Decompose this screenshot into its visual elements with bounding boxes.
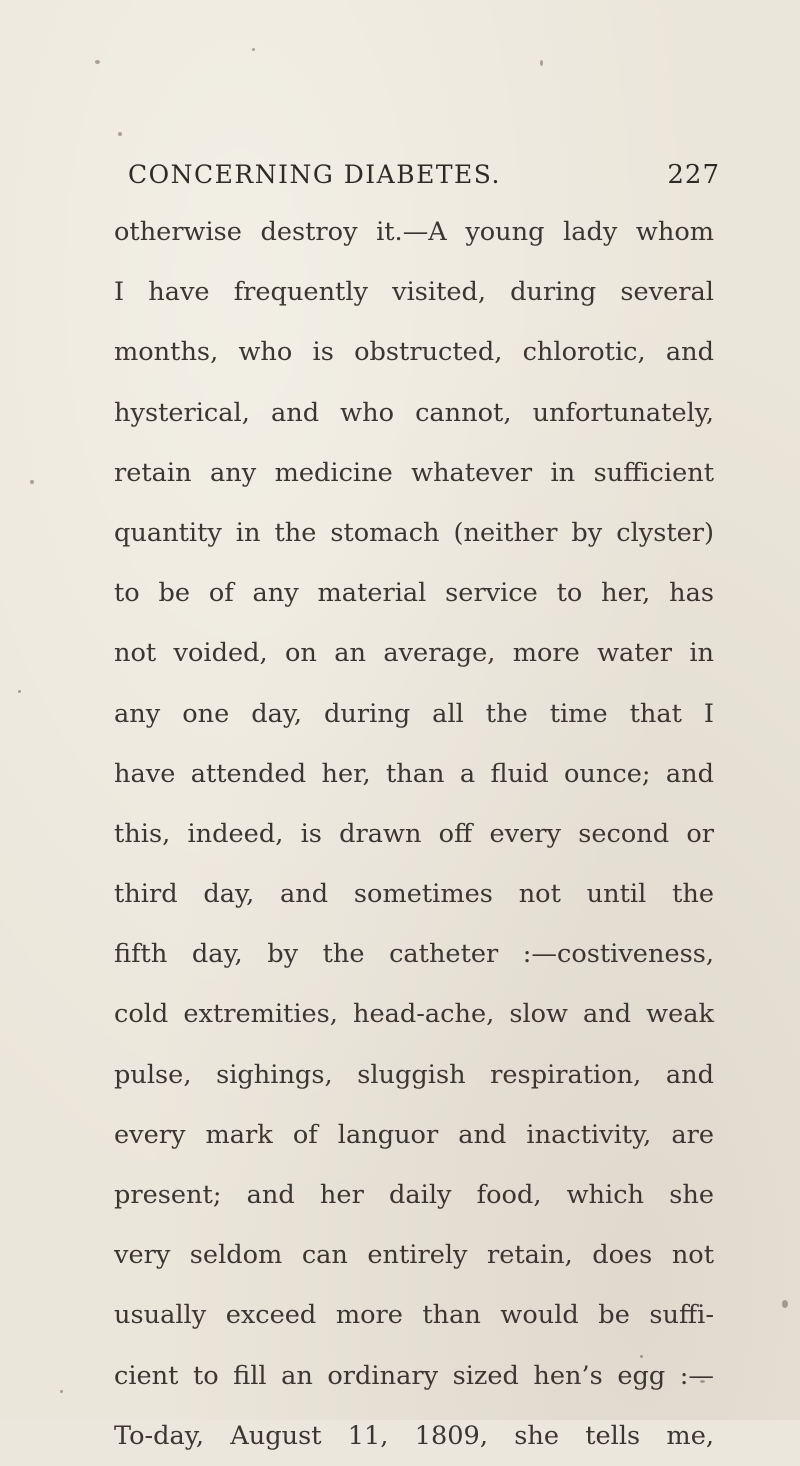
- text-line: To-day, August 11, 1809, she tells me,: [114, 1420, 714, 1451]
- page-number: 227: [667, 160, 720, 190]
- paper-speck: [60, 1390, 63, 1393]
- text-line: this, indeed, is drawn off every second or: [114, 818, 714, 849]
- text-line: pulse, sighings, sluggish respiration, and: [114, 1059, 714, 1090]
- text-line: every mark of languor and inactivity, are: [114, 1119, 714, 1150]
- paper-speck: [540, 60, 543, 66]
- text-line: third day, and sometimes not until the: [114, 879, 714, 910]
- text-line: present; and her daily food, which she: [114, 1180, 714, 1210]
- paper-speck: [30, 480, 34, 484]
- text-line: usually exceed more than would be suffi-: [114, 1300, 714, 1331]
- text-line: months, who is obstructed, chlorotic, and: [114, 337, 714, 368]
- text-line: very seldom can entirely retain, does not: [114, 1240, 714, 1271]
- text-line: hysterical, and who cannot, unfortunately,: [114, 397, 714, 428]
- paper-speck: [95, 60, 100, 64]
- running-head-title: CONCERNING DIABETES.: [128, 160, 501, 189]
- text-line: I have frequently visited, during several: [114, 277, 714, 308]
- paper-speck: [252, 48, 255, 51]
- text-line: otherwise destroy it.—A young lady whom: [114, 217, 714, 247]
- text-line: not voided, on an average, more water in: [114, 638, 714, 669]
- paper-speck: [18, 690, 21, 693]
- text-line: retain any medicine whatever in sufficient: [114, 457, 714, 488]
- running-head: [128, 160, 720, 200]
- text-line: have attended her, than a fluid ounce; and: [114, 758, 714, 789]
- text-line: quantity in the stomach (neither by clyster): [114, 517, 714, 548]
- text-line: any one day, during all the time that I: [114, 698, 714, 729]
- paper-speck: [782, 1300, 788, 1308]
- text-line: fifth day, by the catheter :—costiveness,: [114, 939, 714, 970]
- text-line: cold extremities, head-ache, slow and weak: [114, 999, 714, 1030]
- paper-speck: [118, 132, 122, 136]
- text-line: to be of any material service to her, has: [114, 578, 714, 609]
- text-line: cient to fill an ordinary sized hen’s egg :—: [114, 1360, 714, 1391]
- body-text: [114, 202, 714, 1466]
